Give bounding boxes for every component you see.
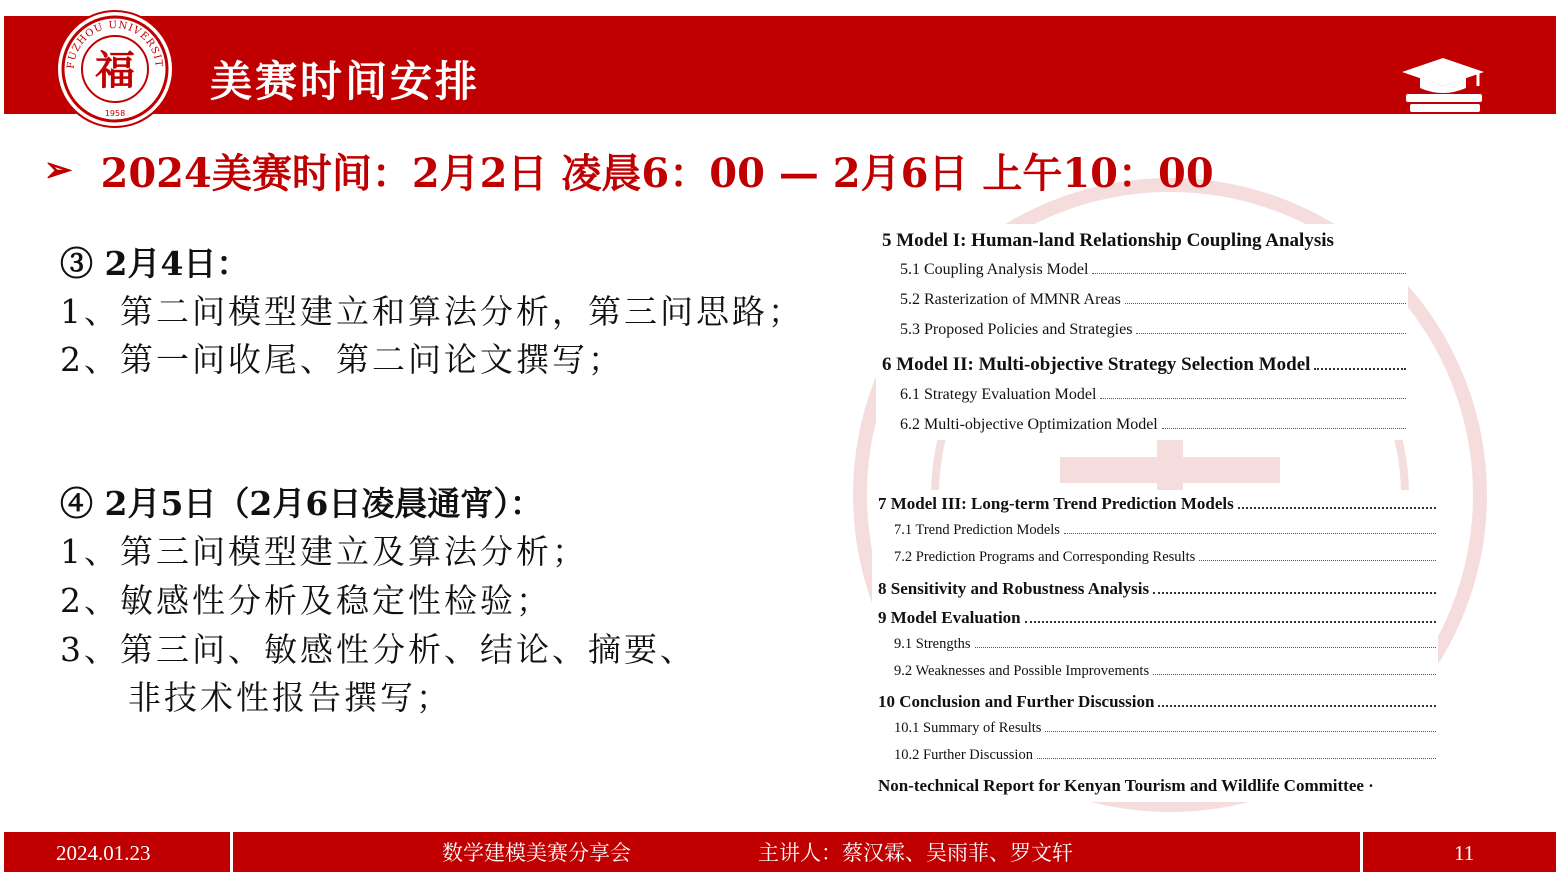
toc-entry: 7.2 Prediction Programs and Corresponding Results xyxy=(894,549,1436,566)
header-band xyxy=(4,16,1556,114)
table-of-contents-image-2 xyxy=(872,490,1438,802)
section-line: 2、第一问收尾、第二问论文撰写； xyxy=(60,340,624,379)
footer-date: 2024.01.23 xyxy=(56,841,151,865)
page-title: 美赛时间安排 xyxy=(210,57,481,106)
toc-entry: 5 Model I: Human-land Relationship Coupling Analysis xyxy=(882,230,1334,251)
section-title-feb5: ④ 2月5日（2月6日凌晨通宵）： xyxy=(60,484,543,523)
toc-entry: 8 Sensitivity and Robustness Analysis xyxy=(878,579,1436,599)
logo-ring-text: FUZHOU UNIVERSIT xyxy=(65,19,165,70)
section-line: 1、第二问模型建立和算法分析，第三问思路； xyxy=(60,292,804,331)
main-heading xyxy=(44,140,1214,200)
page-number: 11 xyxy=(1454,841,1475,865)
footer-event: 数学建模美赛分享会 xyxy=(442,841,631,865)
section-line: 1、第三问模型建立及算法分析； xyxy=(60,532,588,571)
toc-entry: 6.2 Multi-objective Optimization Model xyxy=(900,416,1406,434)
section-line: 3、第三问、敏感性分析、结论、摘要、 xyxy=(60,630,696,669)
graduation-cap-book-icon xyxy=(1400,56,1486,114)
toc-entry: 9.2 Weaknesses and Possible Improvements xyxy=(894,663,1436,680)
toc-entry: 10.2 Further Discussion xyxy=(894,747,1436,764)
toc-entry: 7 Model III: Long-term Trend Prediction Models xyxy=(878,494,1436,514)
arrow-bullet-icon: ➢ xyxy=(44,150,73,190)
toc-entry: 6.1 Strategy Evaluation Model xyxy=(900,386,1406,404)
toc-entry: 9 Model Evaluation xyxy=(878,608,1436,628)
logo-year: 1958 xyxy=(104,109,126,118)
toc-entry: 5.1 Coupling Analysis Model xyxy=(900,261,1406,279)
toc-entry: 5.3 Proposed Policies and Strategies xyxy=(900,321,1406,339)
toc-entry: 7.1 Trend Prediction Models xyxy=(894,522,1436,539)
toc-entry: 9.1 Strengths xyxy=(894,636,1436,653)
heading-text: 2024美赛时间：2月2日 凌晨6：00 — 2月6日 上午10：00 xyxy=(100,149,1214,197)
footer-band xyxy=(4,832,1556,872)
section-title-feb4: ③ 2月4日： xyxy=(60,244,250,283)
footer-divider xyxy=(230,832,233,872)
toc-entry: 10.1 Summary of Results xyxy=(894,720,1436,737)
logo-character: 福 xyxy=(95,48,135,94)
toc-entry: 6 Model II: Multi-objective Strategy Selection Model xyxy=(882,354,1406,376)
toc-entry: 5.2 Rasterization of MMNR Areas xyxy=(900,291,1406,309)
section-line: 非技术性报告撰写； xyxy=(128,678,452,717)
toc-entry: Non-technical Report for Kenyan Tourism and Wildlife Committee · xyxy=(878,776,1374,795)
seal-emblem-icon xyxy=(58,12,172,126)
footer-divider xyxy=(1360,832,1363,872)
toc-entry: 10 Conclusion and Further Discussion xyxy=(878,692,1436,712)
university-logo xyxy=(56,10,174,128)
section-line: 2、敏感性分析及稳定性检验； xyxy=(60,581,552,620)
table-of-contents-image-1 xyxy=(876,224,1408,440)
footer-speakers: 主讲人：蔡汉霖、吴雨菲、罗文轩 xyxy=(758,841,1073,865)
